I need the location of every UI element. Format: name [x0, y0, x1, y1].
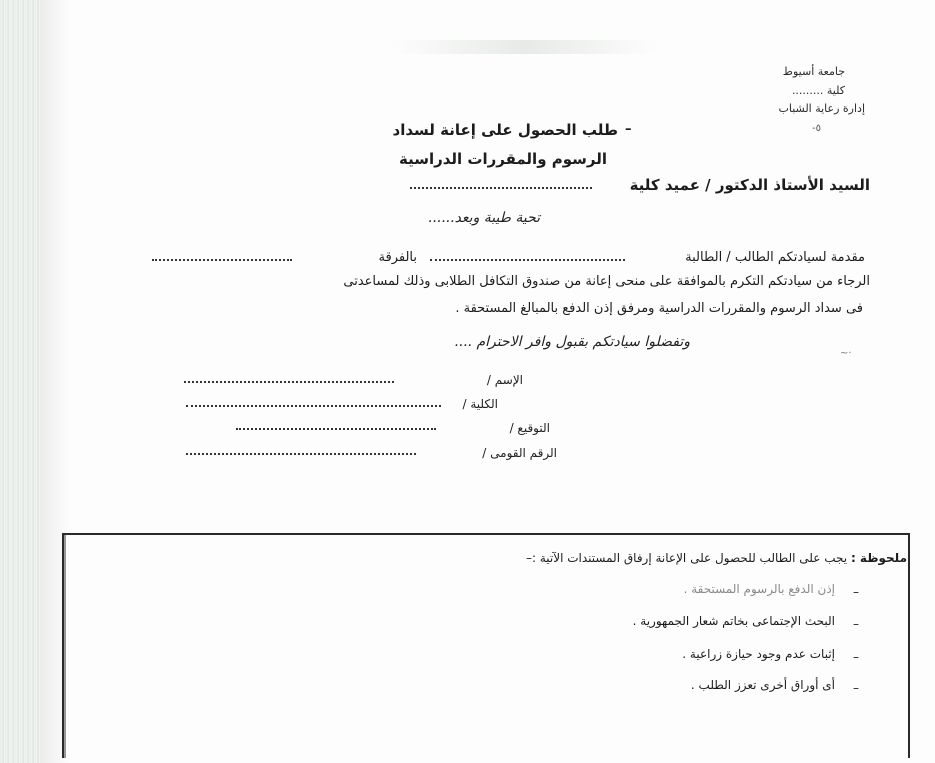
field-national-id-label: الرقم القومى /	[482, 446, 557, 460]
student-name-fill	[430, 259, 625, 261]
year-fill	[152, 259, 292, 261]
notes-intro: يجب على الطالب للحصول على الإعانة إرفاق المستندات الآتية :–	[525, 551, 848, 565]
notes-header	[526, 551, 907, 565]
field-college-label: الكلية /	[462, 397, 498, 411]
note-item-1-dash: –	[853, 585, 859, 599]
field-name-label: الإسم /	[486, 373, 523, 387]
body-line-1-year: بالفرقة	[378, 250, 417, 265]
note-item-2-dash: –	[853, 617, 859, 631]
note-item-1: إذن الدفع بالرسوم المستحقة .	[683, 582, 835, 596]
field-signature-label: التوقيع /	[509, 421, 550, 435]
form-title-line2: الرسوم والمقررات الدراسية	[398, 150, 607, 168]
header-university: جامعة أسيوط	[782, 65, 845, 78]
note-item-2: البحث الإجتماعى بخاتم شعار الجمهورية .	[632, 614, 835, 628]
field-college-fill	[186, 405, 441, 407]
note-item-3-dash: –	[853, 650, 859, 664]
addressee-line: السيد الأستاذ الدكتور / عميد كلية	[629, 176, 870, 194]
body-line-3: فى سداد الرسوم والمقررات الدراسية ومرفق إذن الدفع بالمبالغ المستحقة .	[455, 301, 863, 316]
note-item-4-dash: –	[853, 681, 859, 695]
margin-scribble: ~·	[840, 348, 852, 359]
field-signature-fill	[236, 428, 436, 430]
body-line-1-intro: مقدمة لسيادتكم الطالب / الطالبة	[685, 250, 865, 265]
note-item-4: أى أوراق أخرى تعزز الطلب .	[690, 678, 835, 692]
notes-label: ملحوظة :	[850, 551, 907, 565]
handwritten-closing: وتفضلوا سيادتكم بقبول وافر الاحترام ....	[454, 334, 690, 350]
body-line-2: الرجاء من سيادتكم التكرم بالموافقة على منحى إعانة من صندوق التكافل الطلابى وذلك لمساعدتى	[343, 274, 870, 289]
handwritten-greeting: تحية طيبة وبعد......	[427, 210, 540, 226]
addressee-fill-line	[410, 187, 592, 189]
field-name-fill	[184, 381, 394, 383]
scan-ghost-mark	[390, 40, 660, 54]
header-college: كلية .........	[791, 84, 845, 97]
title-dash: –	[625, 122, 632, 137]
note-item-3: إثبات عدم وجود حيازة زراعية .	[682, 647, 835, 661]
header-department: إدارة رعاية الشباب	[778, 102, 865, 115]
stray-mark: -٥	[812, 123, 821, 134]
scan-edge-strip	[0, 0, 40, 763]
field-national-id-fill	[186, 453, 416, 455]
form-title-line1: طلب الحصول على إعانة لسداد	[392, 121, 618, 139]
notes-box	[62, 533, 910, 758]
